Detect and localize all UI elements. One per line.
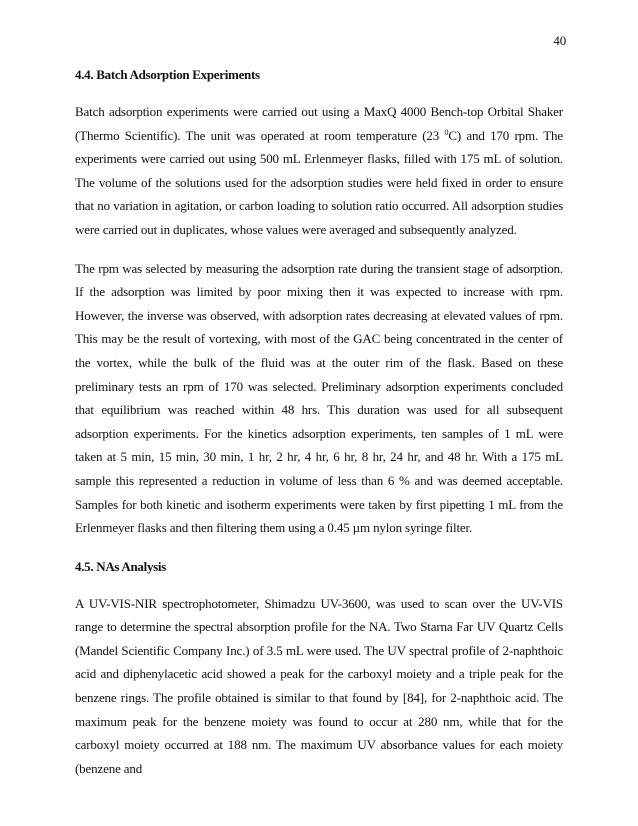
- paragraph-text: Batch adsorption experiments were carried out using a MaxQ 4000 Bench-top Orbital Shaker (Thermo Scientific). The unit was operated at room temperature (23: [75, 104, 563, 143]
- paragraph-rpm-selection: The rpm was selected by measuring the adsorption rate during the transient stage of adsorption. If the adsorption was limited by poor mixing then it was expected to increase with rpm. However, the inverse was observed, with adsorption rates decreasing at elevated values of rpm. This may be the result of vortexing, with most of the GAC being concentrated in the center of the vortex, while the bulk of the fluid was at the outer rim of the flask. Based on these preliminary tests an rpm of 170 was selected. Preliminary adsorption experiments concluded that equilibrium was reached within 48 hrs. This duration was used for all subsequent adsorption experiments. For the kinetics adsorption experiments, ten samples of 1 mL were taken at 5 min, 15 min, 30 min, 1 hr, 2 hr, 4 hr, 6 hr, 8 hr, 24 hr, and 48 hr. With a 175 mL sample this represented a reduction in volume of less than 6 % and was deemed acceptable. Samples for both kinetic and isotherm experiments were taken by first pipetting 1 mL from the Erlenmeyer flasks and then filtering them using a 0.45 µm nylon syringe filter.: [75, 260, 563, 536]
- paragraph-uv-spectrophotometer: A UV-VIS-NIR spectrophotometer, Shimadzu UV-3600, was used to scan over the UV-VIS range to determine the spectral absorption profile for the NA. Two Starna Far UV Quartz Cells (Mandel Scientific Company Inc.) of 3.5 mL were used. The UV spectral profile of 2-naphthoic acid and diphenylacetic acid showed a peak for the carboxyl moiety and a triple peak for the benzene rings. The profile obtained is similar to that found by [84], for 2-naphthoic acid. The maximum peak for the benzene moiety was found to occur at 280 nm, while that for the carboxyl moiety occurred at 188 nm. The maximum UV absorbance values for each moiety (benzene and: [75, 595, 563, 776]
- paragraph-batch-adsorption-setup: [75, 100, 563, 242]
- section-heading-nas-analysis: 4.5. NAs Analysis: [75, 558, 166, 574]
- section-heading-batch-adsorption: 4.4. Batch Adsorption Experiments: [75, 67, 260, 82]
- page-number: 40: [553, 33, 566, 48]
- paragraph-text: C) and 170 rpm. The experiments were carried out using 500 mL Erlenmeyer flasks, filled with 175 mL of solution. The volume of the solutions used for the adsorption studies were held fixed in order to ensure that no variation in agitation, or carbon loading to solution ratio occurred. All adsorption studies were carried out in duplicates, whose values were averaged and subsequently analyzed.: [75, 127, 563, 237]
- page-content: [75, 65, 563, 780]
- degree-superscript: 0: [444, 127, 449, 137]
